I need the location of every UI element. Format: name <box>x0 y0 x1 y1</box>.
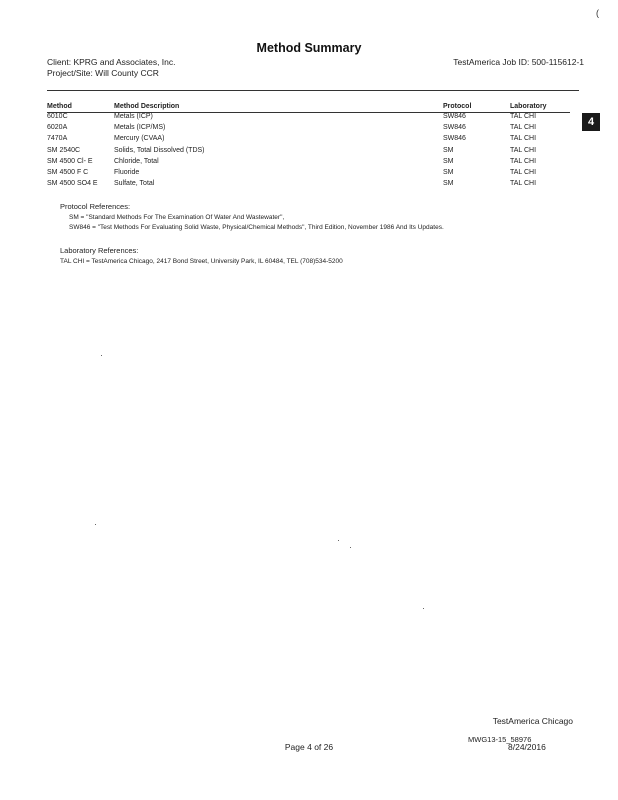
row-protocol: SW846 <box>443 135 466 143</box>
row-lab: TAL CHI <box>510 157 537 165</box>
row-description: Metals (ICP/MS) <box>114 124 166 132</box>
col-description: Method Description <box>114 101 443 113</box>
row-lab: TAL CHI <box>510 113 537 120</box>
row-method: 6010C <box>47 113 68 120</box>
row-method: SM 4500 Cl- E <box>47 157 93 165</box>
row-method: 6020A <box>47 124 68 132</box>
table-row <box>47 158 570 169</box>
page-number: Page 4 of 26 <box>284 742 334 752</box>
table-row <box>47 180 570 191</box>
method-table <box>47 101 570 191</box>
col-method: Method <box>47 101 114 113</box>
row-lab: TAL CHI <box>510 146 537 154</box>
row-method: SM 4500 SO4 E <box>47 180 98 188</box>
row-protocol: SM <box>443 180 454 188</box>
row-description: Solids, Total Dissolved (TDS) <box>114 146 205 154</box>
row-lab: TAL CHI <box>510 135 537 143</box>
row-protocol: SM <box>443 146 454 154</box>
section-tab-badge: 4 <box>582 113 600 131</box>
table-row <box>47 113 570 125</box>
col-protocol: Protocol <box>443 101 510 113</box>
row-lab: TAL CHI <box>510 180 537 188</box>
row-description: Sulfate, Total <box>114 180 155 188</box>
scan-speck <box>95 524 96 525</box>
row-description: Fluoride <box>114 168 140 176</box>
row-description: Metals (ICP) <box>114 113 153 120</box>
scan-speck <box>350 547 351 548</box>
scan-speck <box>338 540 339 541</box>
row-lab: TAL CHI <box>510 168 537 176</box>
row-method: 7470A <box>47 135 68 143</box>
table-row <box>47 147 570 158</box>
footer-date: 8/24/2016 <box>508 742 546 752</box>
row-lab: TAL CHI <box>510 124 537 132</box>
scan-speck <box>423 608 424 609</box>
row-protocol: SM <box>443 168 454 176</box>
corner-mark: ( <box>596 8 599 18</box>
row-method: SM 4500 F C <box>47 168 89 176</box>
col-laboratory: Laboratory <box>510 101 570 113</box>
footer-doc-id: MWG13-15_58976 <box>468 735 532 744</box>
footer-lab-name: TestAmerica Chicago <box>492 716 573 726</box>
row-protocol: SW846 <box>443 113 466 120</box>
page-title: Method Summary <box>256 41 362 55</box>
laboratory-references-label: Laboratory References: <box>60 246 139 255</box>
job-id: TestAmerica Job ID: 500-115612-1 <box>453 57 584 67</box>
protocol-ref-sm: SM = "Standard Methods For The Examination Of Water And Wastewater", <box>69 214 285 221</box>
table-header-row <box>47 101 570 113</box>
laboratory-references <box>60 246 343 265</box>
scan-speck <box>101 355 102 356</box>
protocol-references <box>60 202 444 231</box>
table-row <box>47 124 570 135</box>
row-description: Chloride, Total <box>114 157 159 165</box>
project-site: Project/Site: Will County CCR <box>47 68 159 78</box>
table-row <box>47 169 570 180</box>
client-name: Client: KPRG and Associates, Inc. <box>47 57 176 67</box>
header-divider <box>47 90 579 91</box>
header-client <box>47 57 176 78</box>
protocol-references-label: Protocol References: <box>60 202 131 211</box>
table-row <box>47 135 570 146</box>
row-method: SM 2540C <box>47 146 81 154</box>
protocol-ref-sw846: SW846 = "Test Methods For Evaluating Solid Waste, Physical/Chemical Methods", Third Edition, November 1986 And Its Updates. <box>69 224 444 231</box>
row-protocol: SW846 <box>443 124 466 132</box>
row-description: Mercury (CVAA) <box>114 135 165 143</box>
lab-ref-tal-chi: TAL CHI = TestAmerica Chicago, 2417 Bond Street, University Park, IL 60484, TEL (708)534-5200 <box>60 258 343 265</box>
row-protocol: SM <box>443 157 454 165</box>
